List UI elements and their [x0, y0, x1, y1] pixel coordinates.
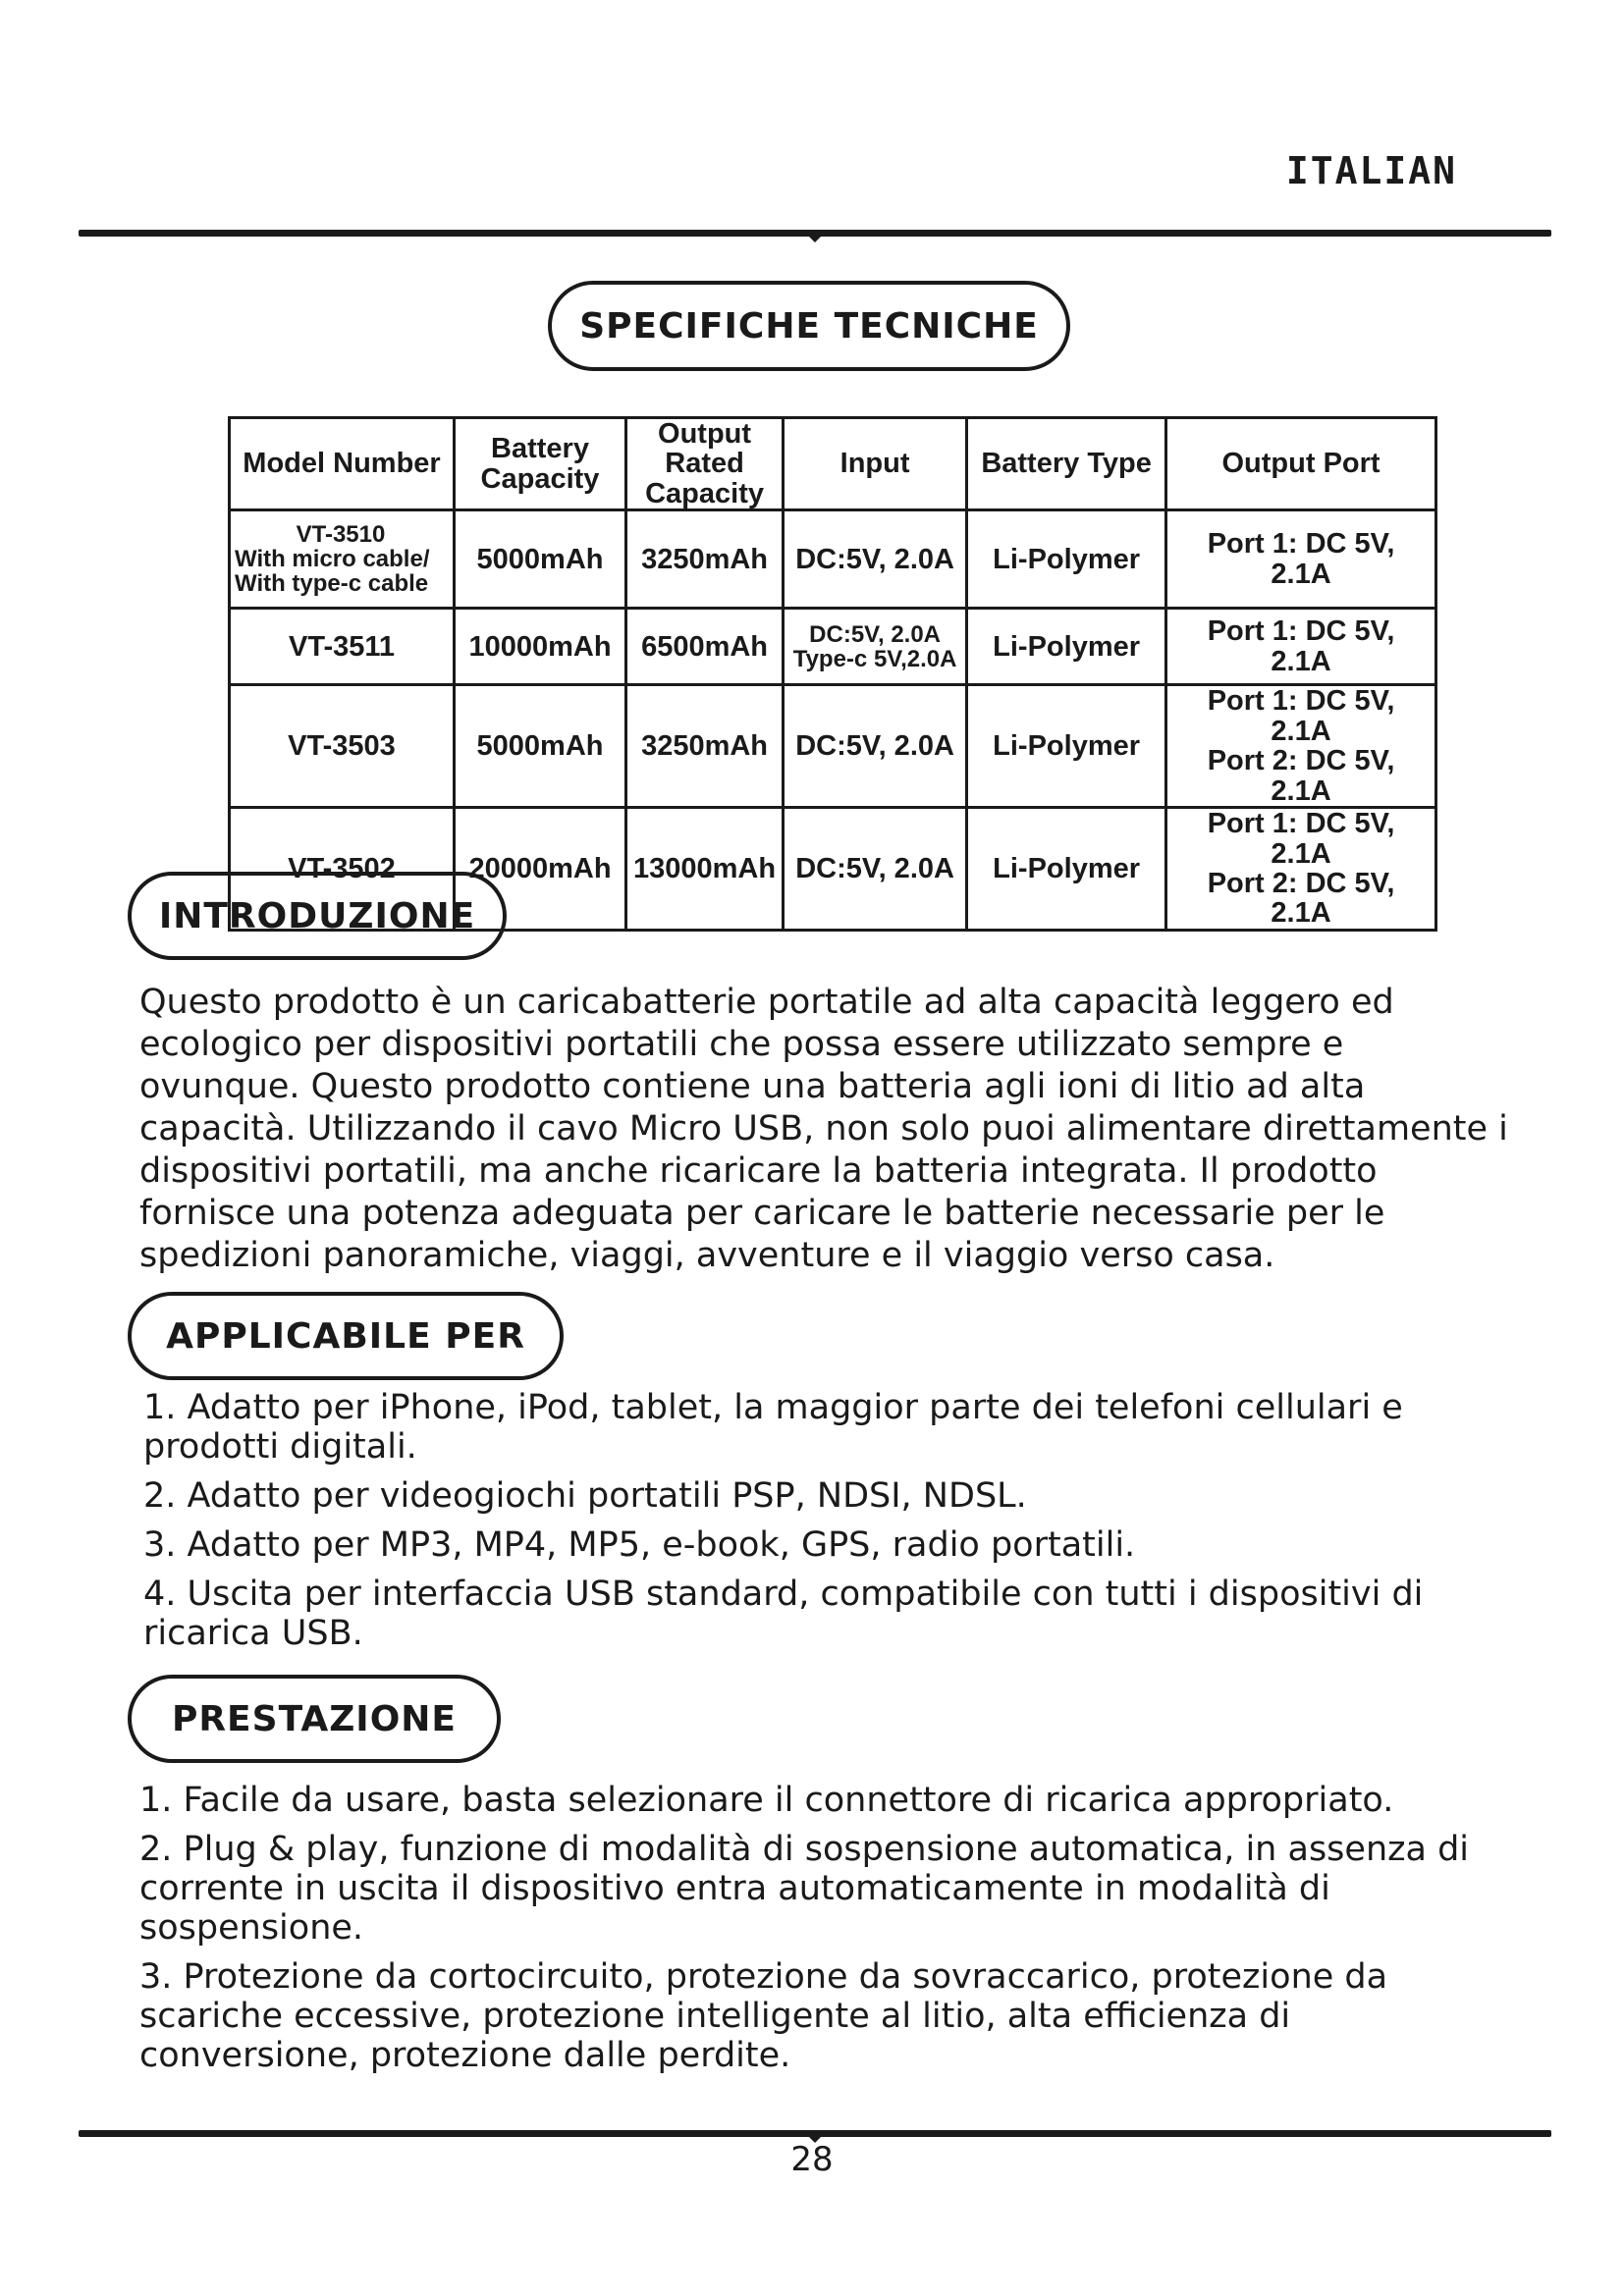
cell-rated: 3250mAh: [626, 685, 784, 808]
table-header-row: [230, 418, 1436, 510]
prestazione-section-title: PRESTAZIONE: [128, 1675, 501, 1763]
table-row: [230, 609, 1436, 685]
header-battery-capacity: Battery Capacity: [455, 418, 626, 510]
header-output-port: Output Port: [1166, 418, 1436, 510]
top-divider: [79, 230, 1551, 237]
cell-battery: 5000mAh: [455, 685, 626, 808]
cell-rated: 3250mAh: [626, 510, 784, 609]
cell-input: DC:5V, 2.0A: [784, 510, 967, 609]
list-item: 3. Adatto per MP3, MP4, MP5, e-book, GPS, radio portatili.: [143, 1525, 1136, 1565]
page-number: 28: [790, 2140, 834, 2179]
list-item: 4. Uscita per interfaccia USB standard, compatibile con tutti i dispositivi di ricarica USB.: [143, 1575, 1424, 1653]
cell-battery: 5000mAh: [455, 510, 626, 609]
list-item: 1. Adatto per iPhone, iPod, tablet, la maggior parte dei telefoni cellulari e prodotti digitali.: [143, 1388, 1403, 1467]
header-model: Model Number: [230, 418, 455, 510]
cell-port: Port 1: DC 5V, 2.1A Port 2: DC 5V, 2.1A: [1166, 808, 1436, 931]
cell-battery: 20000mAh: [455, 808, 626, 931]
spec-section-title: SPECIFICHE TECNICHE: [548, 281, 1070, 371]
table-row: [230, 510, 1436, 609]
cell-battery: 10000mAh: [455, 609, 626, 685]
cell-input: DC:5V, 2.0A Type-c 5V,2.0A: [784, 609, 967, 685]
cell-type: Li-Polymer: [967, 609, 1166, 685]
list-item: 2. Adatto per videogiochi portatili PSP, NDSI, NDSL.: [143, 1476, 1027, 1516]
cell-type: Li-Polymer: [967, 510, 1166, 609]
cell-type: Li-Polymer: [967, 808, 1166, 931]
cell-rated: 6500mAh: [626, 609, 784, 685]
cell-rated: 13000mAh: [626, 808, 784, 931]
cell-model: VT-3511: [230, 609, 455, 685]
list-item: 1. Facile da usare, basta selezionare il connettore di ricarica appropriato.: [139, 1781, 1394, 1820]
spec-table: [228, 416, 1437, 932]
cell-input: DC:5V, 2.0A: [784, 808, 967, 931]
intro-paragraph: Questo prodotto è un caricabatterie portatile ad alta capacità leggero ed ecologico per dispositivi portatili che possa essere utilizzato sempre e ovunque. Questo prodotto contiene una batteria agli ioni di litio ad alta capacità. Utilizzando il cavo Micro USB, non solo puoi alimentare direttamente i dispositivi portatili, ma anche ricaricare la batteria integrata. Il prodotto fornisce una potenza adeguata per caricare le batterie necessarie per le spedizioni panoramiche, viaggi, avventure e il viaggio verso casa.: [139, 983, 1508, 1275]
cell-port: Port 1: DC 5V, 2.1A Port 2: DC 5V, 2.1A: [1166, 685, 1436, 808]
cell-model: VT-3510 With micro cable/ With type-c cable: [230, 510, 455, 609]
prestazione-list: [139, 1781, 1514, 2085]
cell-model: VT-3503: [230, 685, 455, 808]
cell-model: VT-3502: [230, 808, 455, 931]
applicabile-list: [143, 1388, 1518, 1663]
header-battery-type: Battery Type: [967, 418, 1166, 510]
intro-section-title: INTRODUZIONE: [128, 872, 507, 960]
cell-port: Port 1: DC 5V, 2.1A: [1166, 609, 1436, 685]
cell-port: Port 1: DC 5V, 2.1A: [1166, 510, 1436, 609]
table-row: [230, 685, 1436, 808]
list-item: 2. Plug & play, funzione di modalità di sospensione automatica, in assenza di corrente in uscita il dispositivo entra automaticamente in modalità di sospensione.: [139, 1830, 1470, 1948]
cell-input: DC:5V, 2.0A: [784, 685, 967, 808]
list-item: 3. Protezione da cortocircuito, protezione da sovraccarico, protezione da scariche eccessive, protezione intelligente al litio, alta efficienza di conversione, protezione dalle perdite.: [139, 1957, 1388, 2075]
applicabile-section-title: APPLICABILE PER: [128, 1292, 564, 1380]
header-output-rated-capacity: Output Rated Capacity: [626, 418, 784, 510]
cell-type: Li-Polymer: [967, 685, 1166, 808]
header-input: Input: [784, 418, 967, 510]
bottom-divider: [79, 2130, 1551, 2137]
language-label: ITALIAN: [1285, 149, 1457, 192]
